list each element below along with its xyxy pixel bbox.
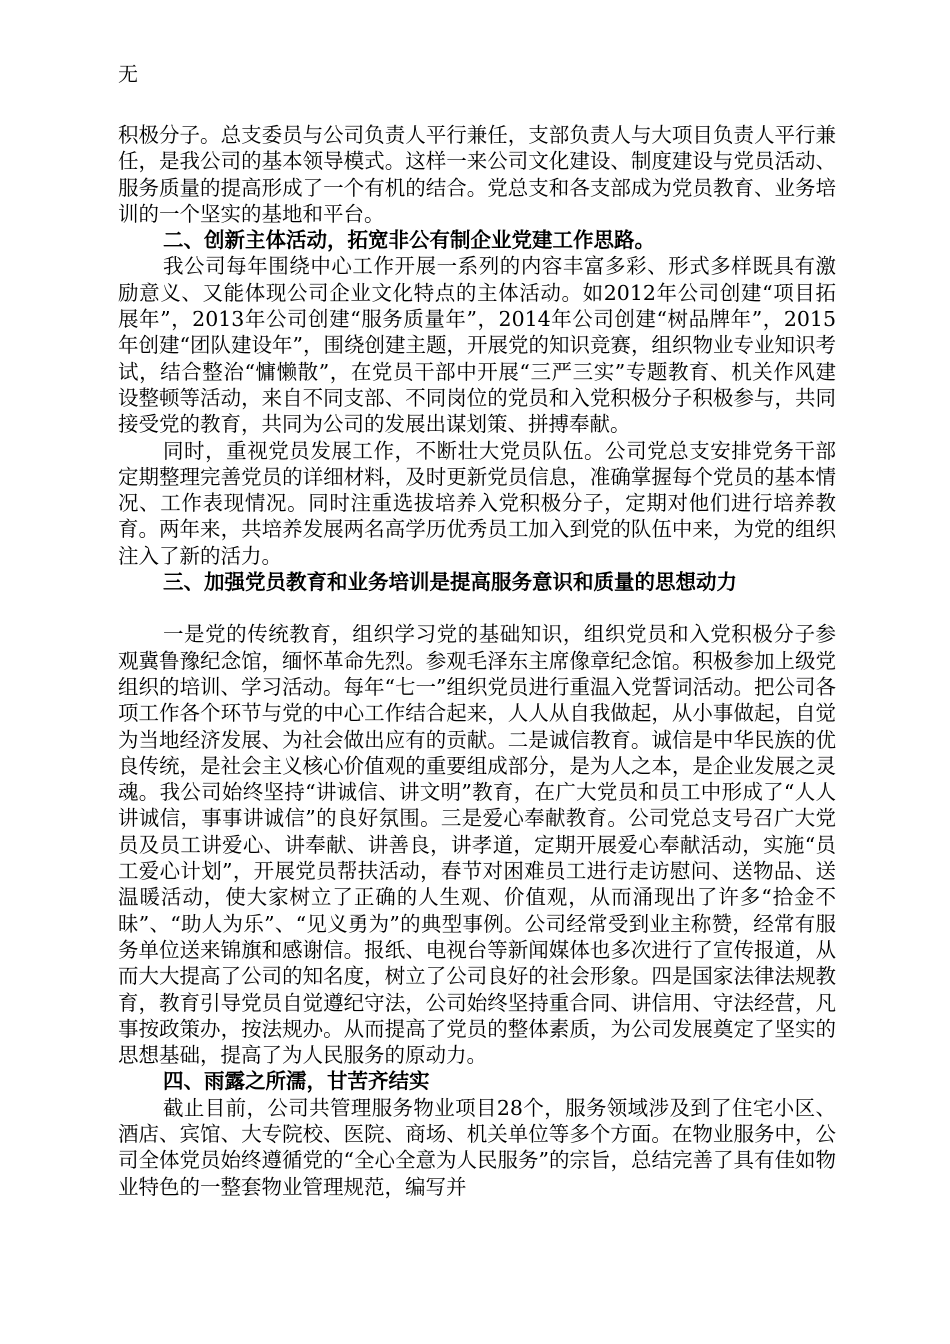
paragraph-1: 积极分子。总支委员与公司负责人平行兼任，支部负责人与大项目负责人平行兼任，是我公司的基本领导模式。这样一来公司文化建设、制度建设与党员活动、服务质量的提高形成了一个有机的结合。党总支和各支部成为党员教育、业务培训的一个坚实的基地和平台。	[118, 123, 836, 226]
header-mark: 无	[118, 62, 138, 86]
section-heading-3: 三、加强党员教育和业务培训是提高服务意识和质量的思想动力	[163, 570, 737, 595]
paragraph-4: 一是党的传统教育，组织学习党的基础知识，组织党员和入党积极分子参观冀鲁豫纪念馆，缅怀革命先烈。参观毛泽东主席像章纪念馆。积极参加上级党组织的培训、学习活动。每年“七一”组织党员进行重温入党誓词活动。把公司各项工作各个环节与党的中心工作结合起来，人人从自我做起，从小事做起，自觉为当地经济发展、为社会做出应有的贡献。二是诚信教育。诚信是中华民族的优良传统，是社会主义核心价值观的重要组成部分，是为人之本，是企业发展之灵魂。我公司始终坚持“讲诚信、讲文明”教育，在广大党员和员工中形成了“人人讲诚信，事事讲诚信”的良好氛围。三是爱心奉献教育。公司党总支号召广大党员及员工讲爱心、讲奉献、讲善良，讲孝道，定期开展爱心奉献活动，实施“员工爱心计划”，开展党员帮扶活动，春节对困难员工进行走访慰问、送物品、送温暖活动，使大家树立了正确的人生观、价值观，从而涌现出了许多“拾金不昧”、“助人为乐”、“见义勇为”的典型事例。公司经常受到业主称赞，经常有服务单位送来锦旗和感谢信。报纸、电视台等新闻媒体也多次进行了宣传报道，从而大大提高了公司的知名度，树立了公司良好的社会形象。四是国家法律法规教育，教育引导党员自觉遵纪守法，公司始终坚持重合同、讲信用、守法经营，凡事按政策办，按法规办。从而提高了党员的整体素质，为公司发展奠定了坚实的思想基础，提高了为人民服务的原动力。	[118, 622, 836, 1068]
document-body	[118, 122, 836, 1200]
paragraph-3: 同时，重视党员发展工作，不断壮大党员队伍。公司党总支安排党务干部定期整理完善党员的详细材料，及时更新党员信息，准确掌握每个党员的基本情况、工作表现情况。同时注重选拔培养入党积极分子，定期对他们进行培养教育。两年来，共培养发展两名高学历优秀员工加入到党的队伍中来，为党的组织注入了新的活力。	[118, 438, 836, 568]
paragraph-2: 我公司每年围绕中心工作开展一系列的内容丰富多彩、形式多样既具有激励意义、又能体现公司企业文化特点的主体活动。如2012年公司创建“项目拓展年”，2013年公司创建“服务质量年”，2014年公司创建“树品牌年”，2015年创建“团队建设年”，围绕创建主题，开展党的知识竞赛，组织物业专业知识考试，结合整治“慵懒散”，在党员干部中开展“三严三实”专题教育、机关作风建设整顿等活动，来自不同支部、不同岗位的党员和入党积极分子积极参与，共同接受党的教育，共同为公司的发展出谋划策、拼搏奉献。	[118, 254, 836, 437]
section-heading-2: 二、创新主体活动，拓宽非公有制企业党建工作思路。	[163, 228, 655, 253]
section-heading-4: 四、雨露之所濡，甘苦齐结实	[163, 1069, 430, 1094]
paragraph-5: 截止目前，公司共管理服务物业项目28个，服务领域涉及到了住宅小区、酒店、宾馆、大专院校、医院、商场、机关单位等多个方面。在物业服务中，公司全体党员始终遵循党的“全心全意为人民服务”的宗旨，总结完善了具有佳如物业特色的一整套物业管理规范，编写并	[118, 1095, 836, 1199]
